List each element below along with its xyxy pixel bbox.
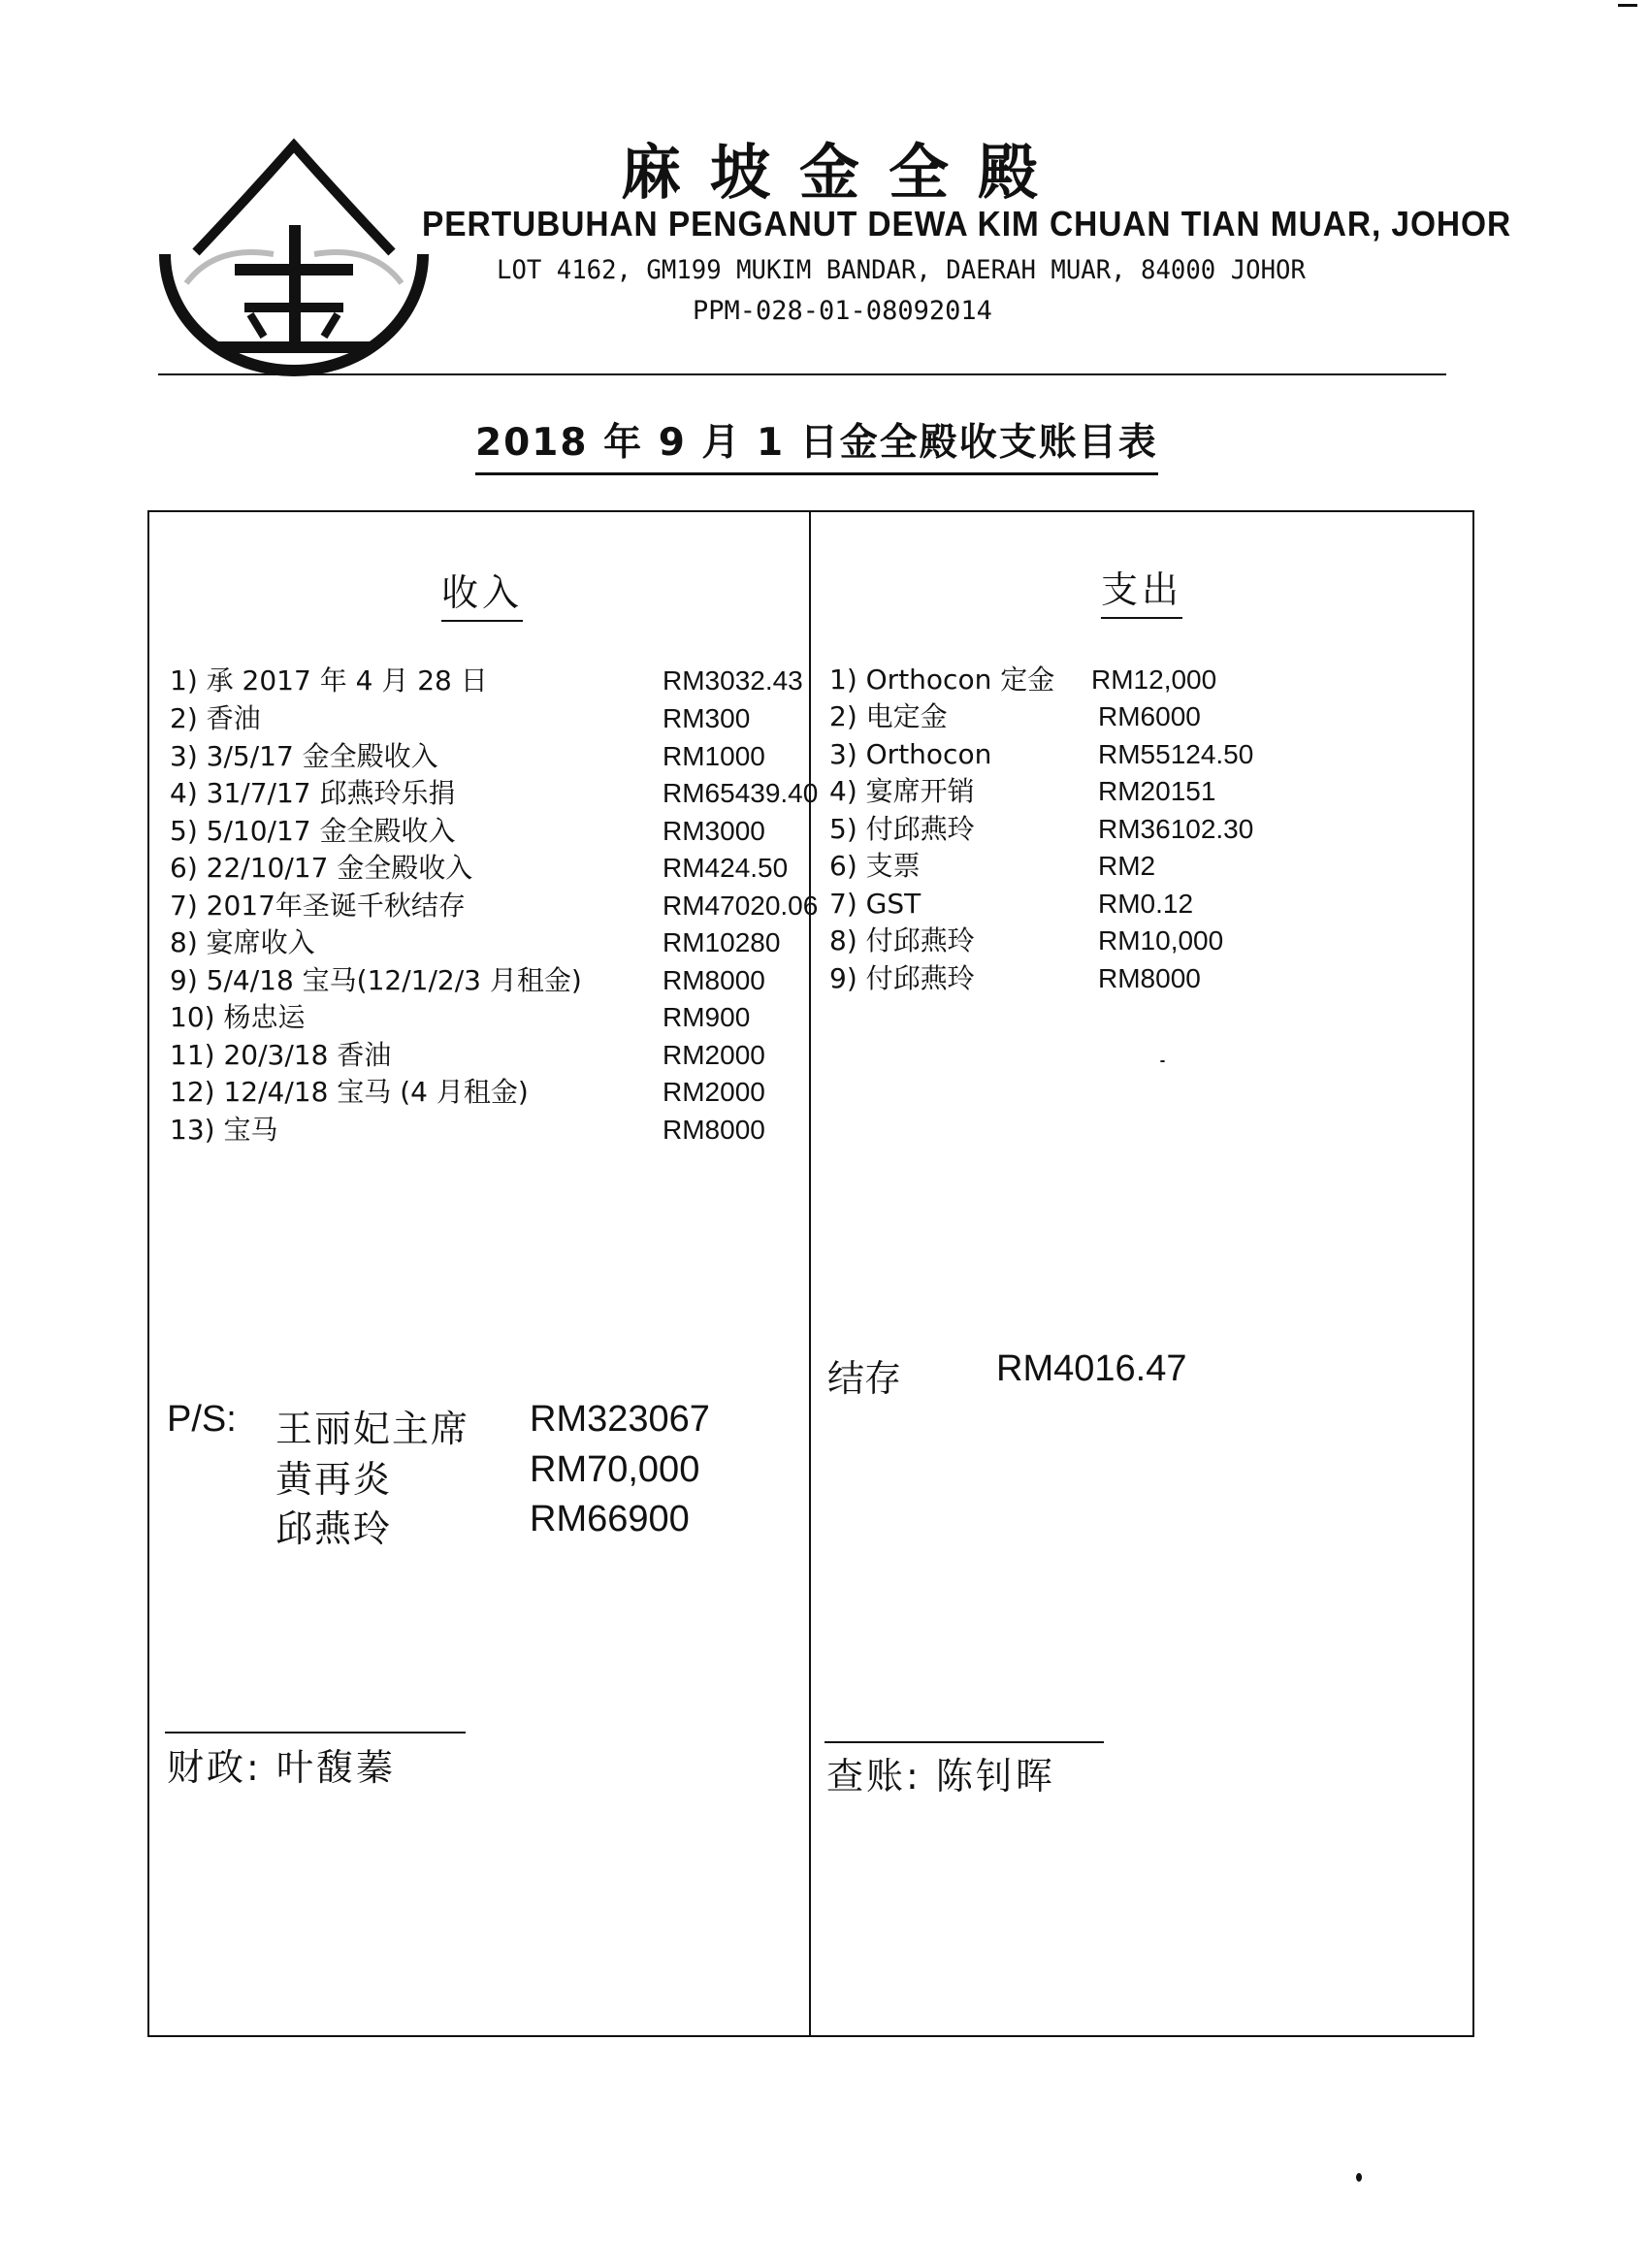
expense-desc: 9) 付邱燕玲 [829, 962, 975, 994]
income-desc: 11) 20/3/18 香油 [170, 1039, 392, 1071]
document-title: 2018 年 9 月 1 日金全殿收支账目表 [475, 412, 1158, 475]
income-amount: RM47020.06 [663, 891, 819, 921]
income-desc: 9) 5/4/18 宝马(12/1/2/3 月租金) [170, 964, 582, 996]
header-divider [158, 373, 1446, 375]
income-amount: RM8000 [663, 1115, 765, 1145]
expense-desc: 8) 付邱燕玲 [829, 924, 975, 956]
temple-logo [157, 138, 431, 385]
expense-desc: 7) GST [829, 888, 922, 920]
income-desc: 5) 5/10/17 金全殿收入 [170, 815, 456, 847]
income-heading: 收入 [441, 563, 523, 622]
postscript-amount: RM66900 [530, 1499, 690, 1539]
income-amount: RM3000 [663, 816, 765, 846]
income-desc: 2) 香油 [170, 702, 261, 734]
expense-amount: RM20151 [1098, 776, 1216, 806]
postscript-amount: RM323067 [530, 1399, 710, 1440]
expense-desc: 5) 付邱燕玲 [829, 813, 975, 845]
income-amount: RM8000 [663, 965, 765, 995]
income-amount: RM300 [663, 703, 751, 733]
org-name-chinese: 麻坡金全殿 [621, 137, 1068, 208]
income-desc: 1) 承 2017 年 4 月 28 日 [170, 664, 488, 697]
org-name-english: PERTUBUHAN PENGANUT DEWA KIM CHUAN TIAN MUAR, JOHOR [422, 204, 1512, 243]
auditor-signature-line [824, 1741, 1104, 1743]
income-amount: RM10280 [663, 927, 781, 957]
expense-desc: 4) 宴席开销 [829, 775, 975, 807]
postscript-amount: RM70,000 [530, 1449, 700, 1490]
balance-amount: RM4016.47 [996, 1348, 1187, 1389]
income-desc: 7) 2017年圣诞千秋结存 [170, 890, 466, 922]
expense-amount: RM8000 [1098, 963, 1201, 993]
expense-heading: 支出 [1101, 560, 1182, 619]
scan-speck [1356, 2173, 1362, 2182]
expense-desc: 3) Orthocon [829, 738, 992, 770]
balance-label: 结存 [827, 1357, 902, 1400]
ledger-column-divider [809, 510, 811, 2037]
postscript-name: 邱燕玲 [275, 1507, 393, 1550]
treasurer-signature: 财政: 叶馥蓁 [167, 1746, 396, 1789]
income-desc: 12) 12/4/18 宝马 (4 月租金) [170, 1076, 529, 1108]
expense-desc: 2) 电定金 [829, 700, 948, 732]
postscript-name: 黄再炎 [275, 1458, 393, 1501]
expense-amount: RM6000 [1098, 701, 1201, 731]
income-amount: RM2000 [663, 1040, 765, 1070]
income-desc: 8) 宴席收入 [170, 926, 315, 958]
treasurer-signature-line [165, 1732, 466, 1733]
income-amount: RM900 [663, 1002, 751, 1032]
income-amount: RM2000 [663, 1077, 765, 1107]
expense-amount: RM10,000 [1098, 925, 1224, 956]
expense-amount: RM36102.30 [1098, 814, 1254, 844]
income-desc: 4) 31/7/17 邱燕玲乐捐 [170, 777, 456, 809]
income-amount: RM3032.43 [663, 665, 803, 696]
expense-amount: RM55124.50 [1098, 739, 1254, 769]
auditor-signature: 查账: 陈钊晖 [826, 1755, 1055, 1798]
postscript-label: P/S: [167, 1399, 237, 1440]
income-desc: 3) 3/5/17 金全殿收入 [170, 740, 438, 772]
scan-speck [1160, 1060, 1165, 1062]
expense-desc: 1) Orthocon 定金 [829, 664, 1055, 696]
postscript-name: 王丽妃主席 [275, 1408, 470, 1450]
income-desc: 6) 22/10/17 金全殿收入 [170, 852, 473, 884]
income-amount: RM65439.40 [663, 778, 819, 808]
income-amount: RM1000 [663, 741, 765, 771]
income-desc: 13) 宝马 [170, 1114, 278, 1146]
scan-speck [1618, 4, 1637, 7]
income-amount: RM424.50 [663, 853, 789, 883]
expense-amount: RM2 [1098, 851, 1156, 881]
expense-amount: RM12,000 [1091, 664, 1217, 695]
expense-desc: 6) 支票 [829, 850, 921, 882]
org-registration-number: PPM-028-01-08092014 [693, 296, 992, 326]
expense-amount: RM0.12 [1098, 889, 1194, 919]
org-address: LOT 4162, GM199 MUKIM BANDAR, DAERAH MUAR, 84000 JOHOR [497, 255, 1306, 285]
income-desc: 10) 杨忠运 [170, 1001, 306, 1033]
